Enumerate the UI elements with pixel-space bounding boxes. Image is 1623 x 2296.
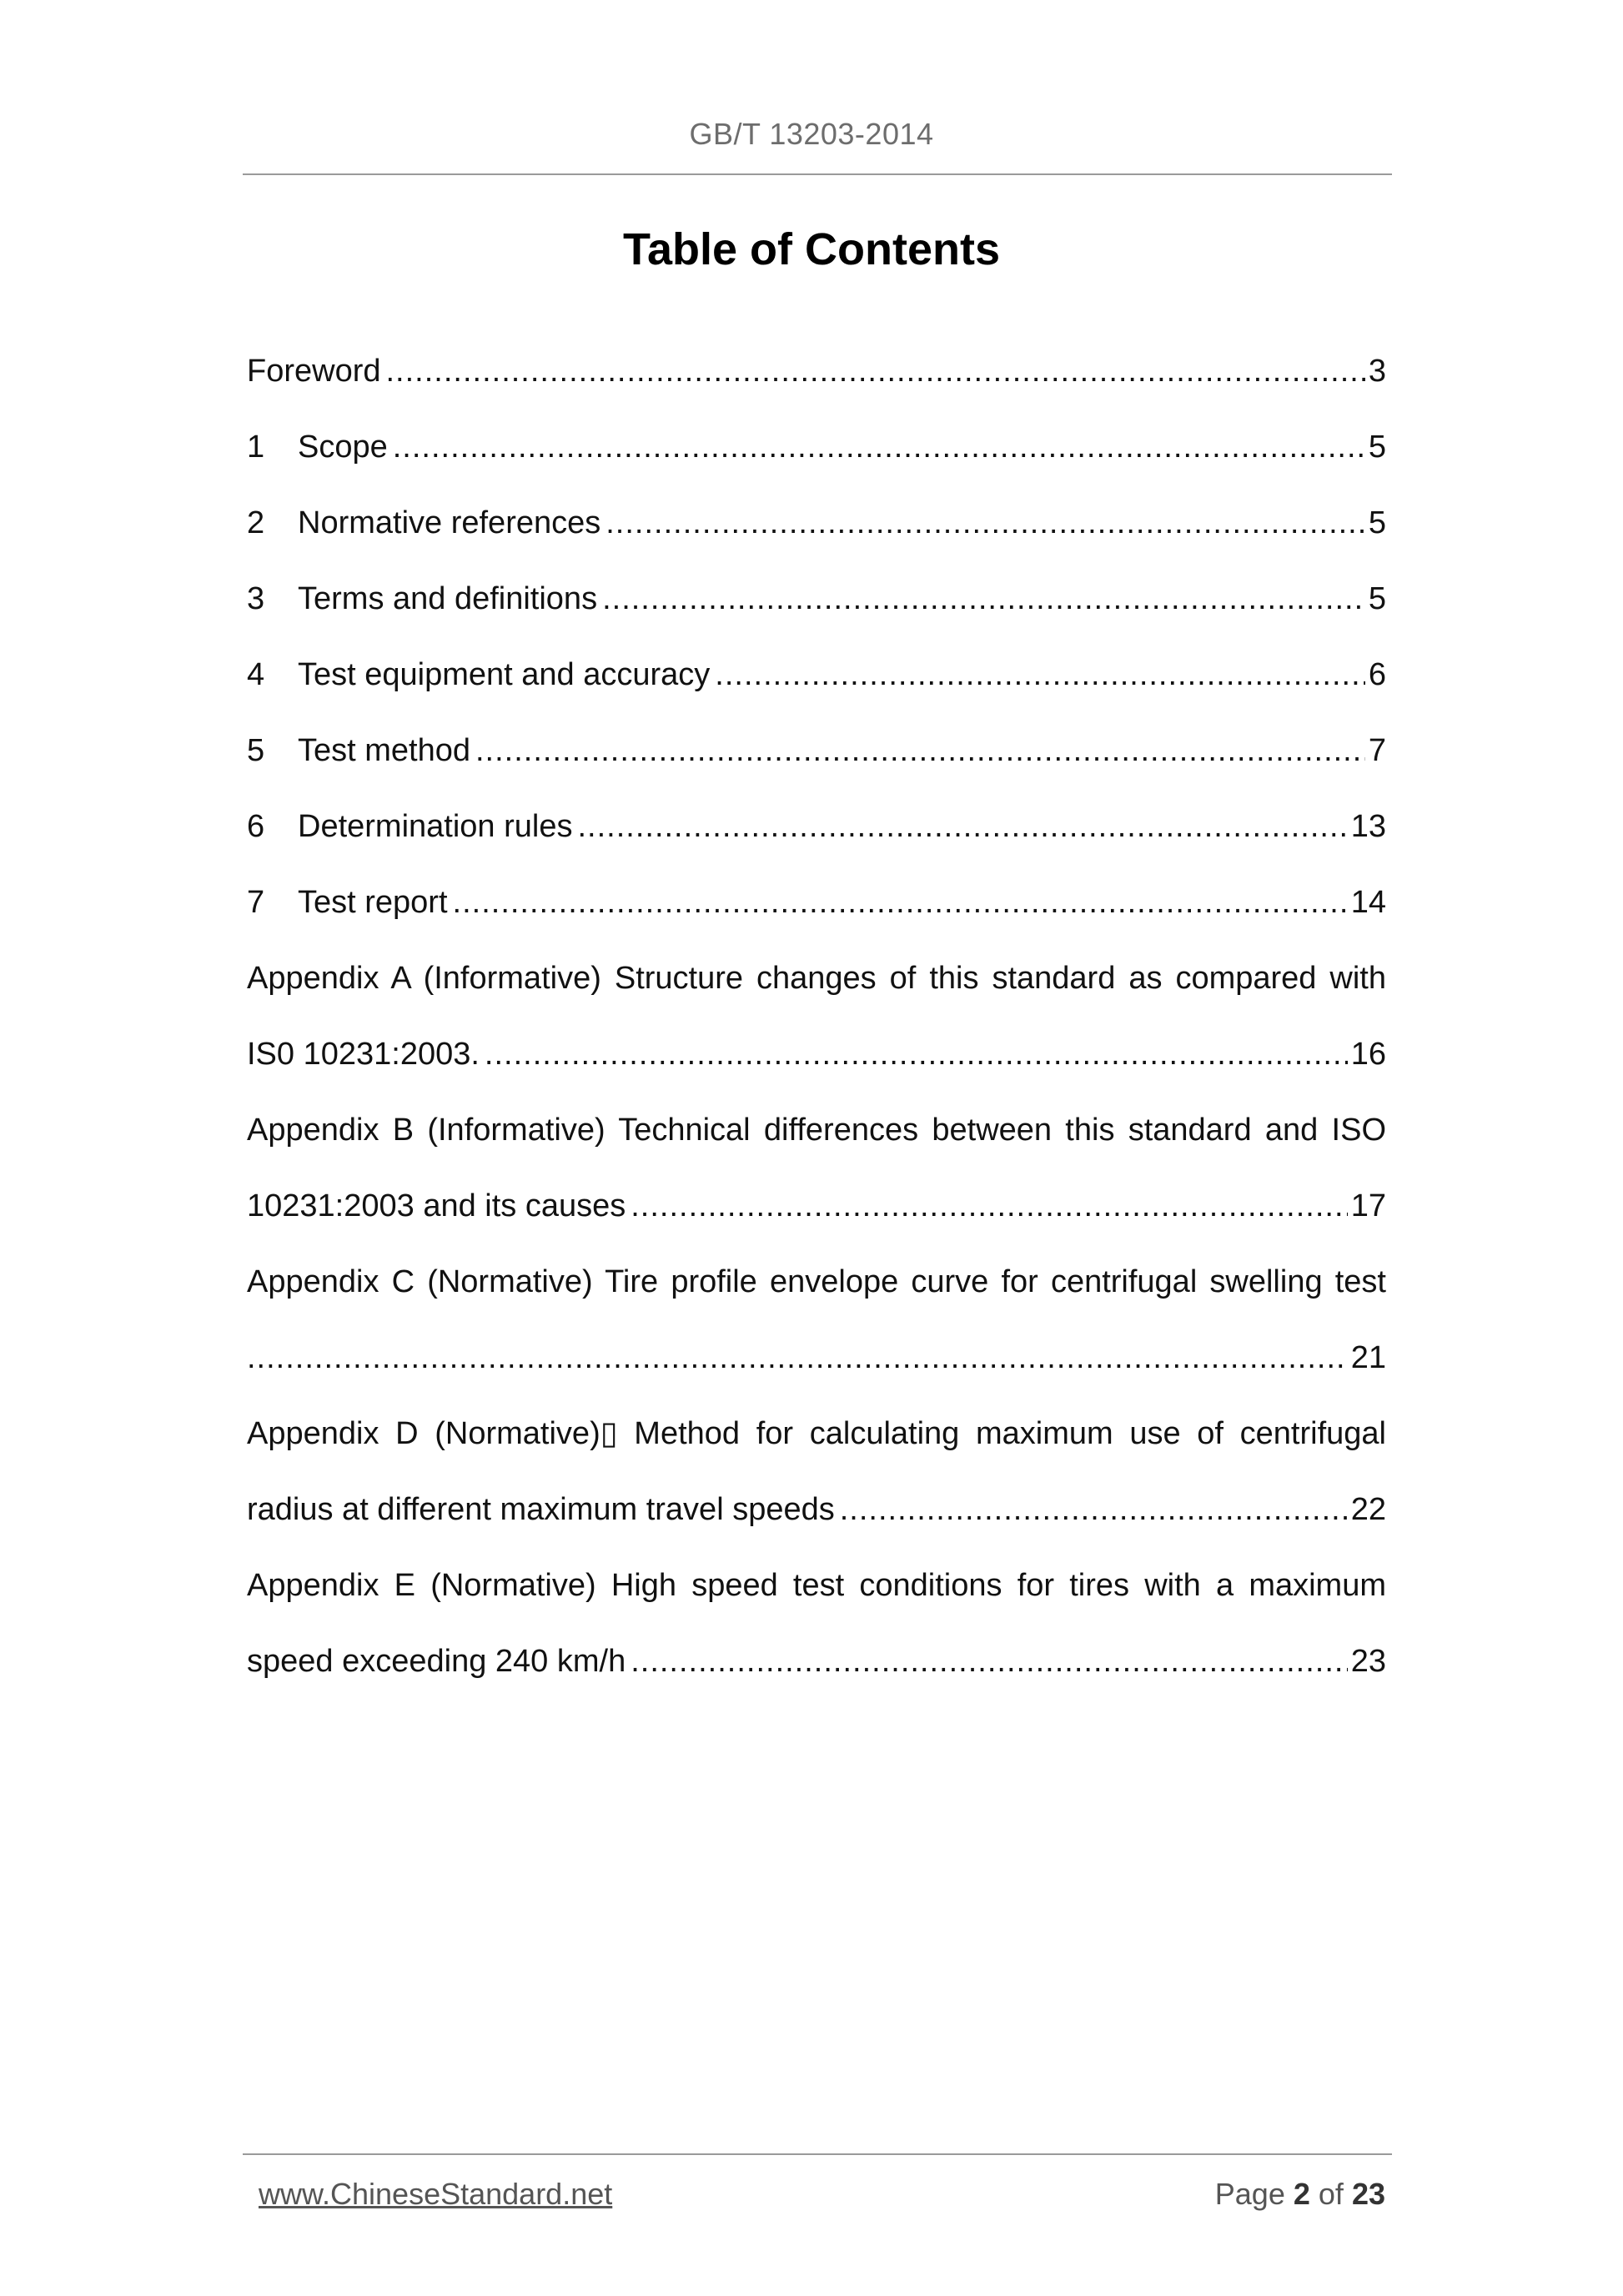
toc-entry-number: 4: [247, 657, 265, 692]
toc-entry-foreword[interactable]: [247, 334, 1386, 409]
toc-entry-label: radius at different maximum travel speeds: [247, 1492, 835, 1527]
toc-dot-leader: [602, 561, 1365, 637]
table-of-contents: [247, 334, 1386, 1700]
toc-dot-leader: [453, 865, 1348, 941]
toc-entry-label: Test report: [298, 885, 448, 920]
toc-entry-label: Normative references: [298, 505, 601, 540]
toc-entry-page: 17: [1350, 1188, 1386, 1223]
toc-appendix-a-title[interactable]: Appendix A (Informative) Structure changes of this standard as compared with: [247, 961, 1386, 996]
toc-entry-label: Determination rules: [298, 809, 573, 844]
page-current: 2: [1293, 2177, 1310, 2211]
toc-entry-page: 14: [1350, 885, 1386, 920]
toc-entry-page: 5: [1368, 505, 1386, 540]
toc-entry-3[interactable]: [247, 561, 1386, 637]
header-divider: [243, 173, 1392, 175]
toc-entry-page: 13: [1350, 809, 1386, 844]
page-title: Table of Contents: [623, 224, 1000, 274]
footer-divider: [243, 2153, 1392, 2155]
toc-entry-number: 3: [247, 581, 265, 616]
toc-entry-number: 5: [247, 733, 265, 768]
toc-appendix-d-title[interactable]: Appendix D (Normative)▯ Method for calculating maximum use of centrifugal: [247, 1416, 1386, 1451]
toc-entry-label: IS0 10231:2003.: [247, 1037, 480, 1072]
toc-appendix-b-title[interactable]: Appendix B (Informative) Technical differences between this standard and ISO: [247, 1113, 1386, 1148]
toc-dot-leader: [840, 1472, 1348, 1548]
toc-dot-leader: [247, 1320, 1348, 1396]
toc-entry-label: Terms and definitions: [298, 581, 598, 616]
toc-entry-label: Test equipment and accuracy: [298, 657, 711, 692]
toc-dot-leader: [631, 1624, 1348, 1700]
toc-entry-number: 1: [247, 430, 265, 465]
toc-entry-page: 22: [1350, 1492, 1386, 1527]
toc-entry-page: 23: [1350, 1644, 1386, 1679]
running-header: GB/T 13203-2014: [689, 117, 934, 151]
toc-entry-1[interactable]: [247, 409, 1386, 485]
toc-entry-page: 6: [1368, 657, 1386, 692]
toc-entry-7[interactable]: [247, 865, 1386, 941]
toc-appendix-c-continuation[interactable]: [247, 1320, 1386, 1396]
toc-entry-number: 7: [247, 885, 265, 920]
toc-dot-leader: [485, 1017, 1348, 1093]
toc-entry-number: 2: [247, 505, 265, 540]
toc-dot-leader: [475, 713, 1365, 789]
toc-entry-page: 5: [1368, 430, 1386, 465]
toc-entry-label: 10231:2003 and its causes: [247, 1188, 626, 1223]
toc-appendix-d-continuation[interactable]: [247, 1472, 1386, 1548]
toc-entry-label: speed exceeding 240 km/h: [247, 1644, 626, 1679]
toc-appendix-e-continuation[interactable]: [247, 1624, 1386, 1700]
page-of: of: [1318, 2177, 1344, 2211]
toc-entry-page: 3: [1368, 354, 1386, 389]
toc-entry-page: 16: [1350, 1037, 1386, 1072]
toc-entry-4[interactable]: [247, 637, 1386, 713]
page-indicator: [1215, 2177, 1385, 2212]
toc-appendix-a-continuation[interactable]: [247, 1017, 1386, 1093]
page-prefix: Page: [1214, 2177, 1285, 2211]
website-link[interactable]: www.ChineseStandard.net: [259, 2177, 613, 2211]
toc-entry-page: 7: [1368, 733, 1386, 768]
toc-dot-leader: [631, 1168, 1347, 1244]
toc-dot-leader: [386, 334, 1365, 409]
toc-entry-label: Foreword: [247, 354, 381, 389]
toc-dot-leader: [605, 485, 1365, 561]
toc-dot-leader: [715, 637, 1365, 713]
toc-appendix-c-title[interactable]: Appendix C (Normative) Tire profile envelope curve for centrifugal swelling test: [247, 1264, 1386, 1299]
toc-appendix-b-continuation[interactable]: [247, 1168, 1386, 1244]
toc-entry-6[interactable]: [247, 789, 1386, 865]
toc-dot-leader: [393, 409, 1365, 485]
toc-entry-page: 5: [1368, 581, 1386, 616]
toc-entry-label: Test method: [298, 733, 470, 768]
toc-entry-number: 6: [247, 809, 265, 844]
page-total: 23: [1351, 2177, 1385, 2211]
toc-entry-label: Scope: [298, 430, 388, 465]
toc-entry-2[interactable]: [247, 485, 1386, 561]
toc-entry-5[interactable]: [247, 713, 1386, 789]
toc-entry-page: 21: [1350, 1340, 1386, 1375]
toc-appendix-e-title[interactable]: Appendix E (Normative) High speed test conditions for tires with a maximum: [247, 1568, 1386, 1603]
toc-dot-leader: [577, 789, 1347, 865]
